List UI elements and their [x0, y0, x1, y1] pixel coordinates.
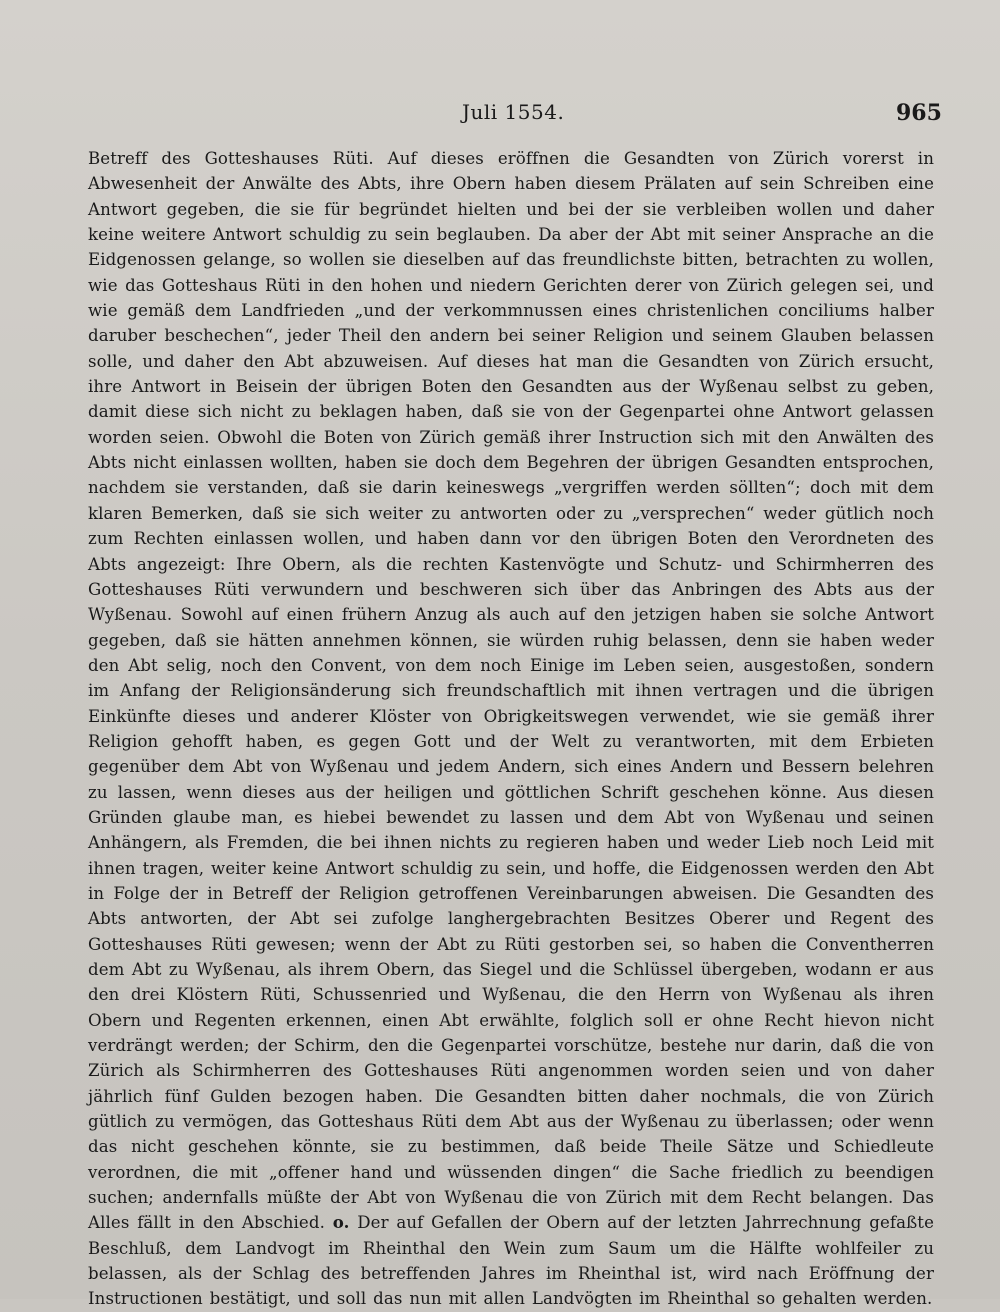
- body-text: [88, 146, 934, 1312]
- running-head: Juli 1554.: [462, 100, 565, 124]
- paragraph-text: Betreff des Gotteshauses Rüti. Auf dieses eröffnen die Gesandten von Zürich vorerst in Abwesenheit der Anwälte des Abts, ihre Obern haben diesem Prälaten auf sein Schreiben eine Antwort gegeben, die sie für begründet hielten und bei der sie verbleiben wollen und daher keine weitere Antwort schuldig zu sein beglauben. Da aber der Abt mit seiner Ansprache an die Eidgenossen gelange, so wollen sie dieselben auf das freundlichste bitten, betrachten zu wollen, wie das Gotteshaus Rüti in den hohen und niedern Gerichten derer von Zürich gelegen sei, und wie gemäß dem Landfrieden „und der verkommnussen eines christenlichen conciliums halber daruber beschechen“, jeder Theil den andern bei seiner Religion und seinem Glauben belassen solle, und daher den Abt abzuweisen. Auf dieses hat man die Gesandten von Zürich ersucht, ihre Antwort in Beisein der übrigen Boten den Gesandten aus der Wyßenau selbst zu geben, damit diese sich nicht zu beklagen haben, daß sie von der Gegenpartei ohne Antwort gelassen worden seien. Obwohl die Boten von Zürich gemäß ihrer Instruction sich mit den Anwälten des Abts nicht einlassen wollten, haben sie doch dem Begehren der übrigen Gesandten entsprochen, nachdem sie verstanden, daß sie darin keineswegs „vergriffen werden söllten“; doch mit dem klaren Bemerken, daß sie sich weiter zu antworten oder zu „versprechen“ weder gütlich noch zum Rechten einlassen wollen, und haben dann vor den übrigen Boten den Verordneten des Abts angezeigt: Ihre Obern, als die rechten Kastenvögte und Schutz- und Schirmherren des Gotteshauses Rüti verwundern und beschweren sich über das Anbringen des Abts aus der Wyßenau. Sowohl auf einen frühern Anzug als auch auf den jetzigen haben sie solche Antwort gegeben, daß sie hätten annehmen können, sie würden ruhig belassen, denn sie haben weder den Abt selig, noch den Convent, von dem noch Einige im Leben seien, ausgestoßen, sondern im Anfang der Religionsänderung sich freundschaftlich mit ihnen vertragen und die übrigen Einkünfte dieses und anderer Klöster von Obrigkeitswegen verwendet, wie sie gemäß ihrer Religion gehofft haben, es gegen Gott und der Welt zu verantworten, mit dem Erbieten gegenüber dem Abt von Wyßenau und jedem Andern, sich eines Andern und Bessern belehren zu lassen, wenn dieses aus der heiligen und göttlichen Schrift geschehen könne. Aus diesen Gründen glaube man, es hiebei bewendet zu lassen und dem Abt von Wyßenau und seinen Anhängern, als Fremden, die bei ihnen nichts zu regieren haben und weder Lieb noch Leid mit ihnen tragen, weiter keine Antwort schuldig zu sein, und hoffe, die Eidgenossen werden den Abt in Folge der in Betreff der Religion getroffenen Vereinbarungen abweisen. Die Gesandten des Abts antworten, der Abt sei zufolge langhergebrachten Besitzes Oberer und Regent des Gotteshauses Rüti gewesen; wenn der Abt zu Rüti gestorben sei, so haben die Conventherren dem Abt zu Wyßenau, als ihrem Obern, das Siegel und die Schlüssel übergeben, wodann er aus den drei Klöstern Rüti, Schussenried und Wyßenau, die den Herrn von Wyßenau als ihren Obern und Regenten erkennen, einen Abt erwählte, folglich soll er ohne Recht hievon nicht verdrängt werden; der Schirm, den die Gegenpartei vorschütze, bestehe nur darin, daß die von Zürich als Schirmherren des Gotteshauses Rüti angenommen worden seien und von daher jährlich fünf Gulden bezogen haben. Die Gesandten bitten daher nochmals, die von Zürich gütlich zu vermögen, das Gotteshaus Rüti dem Abt aus der Wyßenau zu überlassen; oder wenn das nicht geschehen könnte, sie zu bestimmen, daß beide Theile Sätze und Schiedleute verordnen, die mit „offener hand und wüssenden dingen“ die Sache friedlich zu beendigen suchen; andernfalls müßte der Abt von Wyßenau die von Zürich mit dem Recht belangen. Das Alles fällt in den Abschied.: [88, 149, 934, 1233]
- section-mark: o.: [332, 1212, 350, 1233]
- paragraph-text-continued: Der auf Gefallen der Obern auf der letzten Jahrrechnung gefaßte Beschluß, dem Landvogt im Rheinthal den Wein zum Saum um die Hälfte wohlfeiler zu belassen, als der Schlag des betreffenden Jahres im Rheinthal ist, wird nach Eröffnung der Instructionen bestätigt, und soll das nun mit allen Landvögten im Rheinthal so gehalten werden.: [88, 1213, 934, 1309]
- page-number: 965: [896, 100, 942, 126]
